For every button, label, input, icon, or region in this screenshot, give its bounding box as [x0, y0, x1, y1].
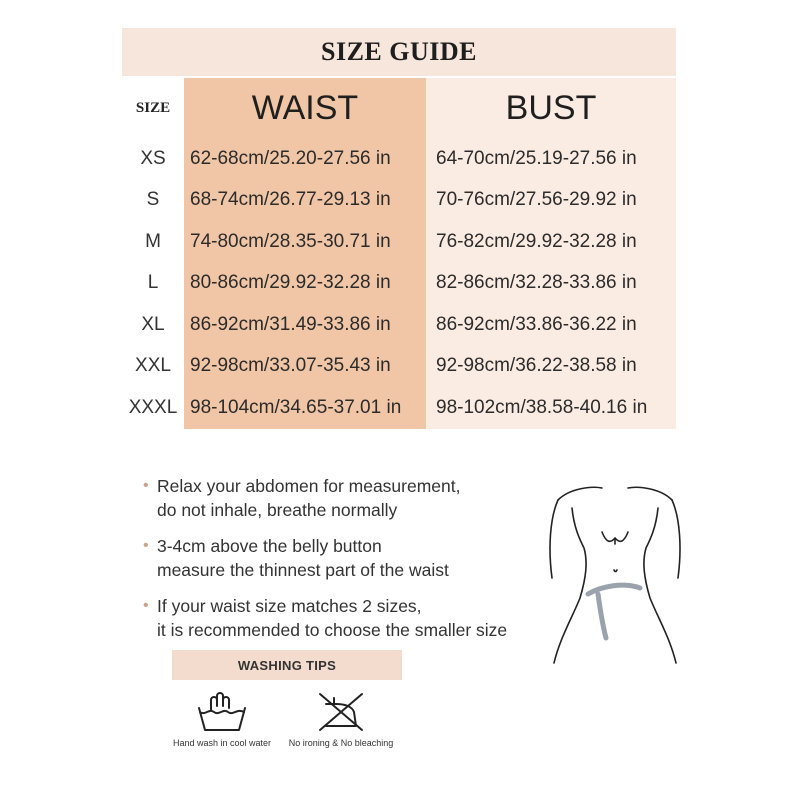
bust-cell: 82-86cm/32.28-33.86 in: [426, 263, 676, 305]
bust-cell: 86-92cm/33.86-36.22 in: [426, 304, 676, 346]
bullet-icon: •: [143, 537, 149, 554]
no-iron-label: No ironing & No bleaching: [288, 738, 394, 748]
waist-cell: 74-80cm/28.35-30.71 in: [184, 221, 426, 263]
size-cell: M: [122, 221, 184, 263]
hand-wash-care: [170, 690, 274, 748]
waist-cell: 68-74cm/26.77-29.13 in: [184, 180, 426, 222]
washing-tips-bar: [172, 650, 402, 680]
tip-item: [143, 534, 563, 582]
size-cell: XXL: [122, 346, 184, 388]
size-cell: S: [122, 180, 184, 222]
table-row: [122, 180, 676, 222]
waist-cell: 92-98cm/33.07-35.43 in: [184, 346, 426, 388]
header-bust: BUST: [426, 78, 676, 138]
waist-cell: 80-86cm/29.92-32.28 in: [184, 263, 426, 305]
size-cell: XL: [122, 304, 184, 346]
header-waist: WAIST: [184, 78, 426, 138]
table-row: [122, 304, 676, 346]
table-header-row: [122, 78, 676, 138]
bust-cell: 76-82cm/29.92-32.28 in: [426, 221, 676, 263]
waist-cell: 62-68cm/25.20-27.56 in: [184, 138, 426, 180]
table-row: [122, 387, 676, 429]
tip-line: it is recommended to choose the smaller size: [157, 620, 508, 640]
size-guide-title-bar: [122, 28, 676, 76]
bust-cell: 92-98cm/36.22-38.58 in: [426, 346, 676, 388]
tip-text: [157, 534, 449, 582]
tip-line: 3-4cm above the belly button: [157, 536, 382, 556]
no-iron-no-bleach-icon: [314, 690, 368, 734]
no-iron-care: [282, 690, 400, 748]
bust-cell: 70-76cm/27.56-29.92 in: [426, 180, 676, 222]
tip-item: [143, 594, 563, 642]
table-row: [122, 346, 676, 388]
hand-wash-icon: [195, 690, 249, 734]
tip-text: [157, 594, 507, 642]
bust-cell: 64-70cm/25.19-27.56 in: [426, 138, 676, 180]
page-title: SIZE GUIDE: [321, 37, 477, 66]
size-cell: L: [122, 263, 184, 305]
tip-line: Relax your abdomen for measurement,: [157, 476, 461, 496]
header-size: SIZE: [122, 78, 184, 138]
waist-cell: 98-104cm/34.65-37.01 in: [184, 387, 426, 429]
table-row: [122, 138, 676, 180]
bullet-icon: •: [143, 597, 149, 614]
size-cell: XXXL: [122, 387, 184, 429]
measurement-tips: [143, 474, 563, 654]
tip-line: measure the thinnest part of the waist: [157, 560, 449, 580]
table-row: [122, 263, 676, 305]
hand-wash-label: Hand wash in cool water: [172, 738, 272, 748]
bust-cell: 98-102cm/38.58-40.16 in: [426, 387, 676, 429]
size-table: [122, 78, 676, 429]
bullet-icon: •: [143, 477, 149, 494]
waist-measurement-figure-icon: [540, 478, 690, 668]
tip-line: If your waist size matches 2 sizes,: [157, 596, 422, 616]
tip-item: [143, 474, 563, 522]
table-row: [122, 221, 676, 263]
tip-text: [157, 474, 460, 522]
size-cell: XS: [122, 138, 184, 180]
washing-tips-title: WASHING TIPS: [237, 657, 337, 673]
waist-cell: 86-92cm/31.49-33.86 in: [184, 304, 426, 346]
tip-line: do not inhale, breathe normally: [157, 500, 398, 520]
